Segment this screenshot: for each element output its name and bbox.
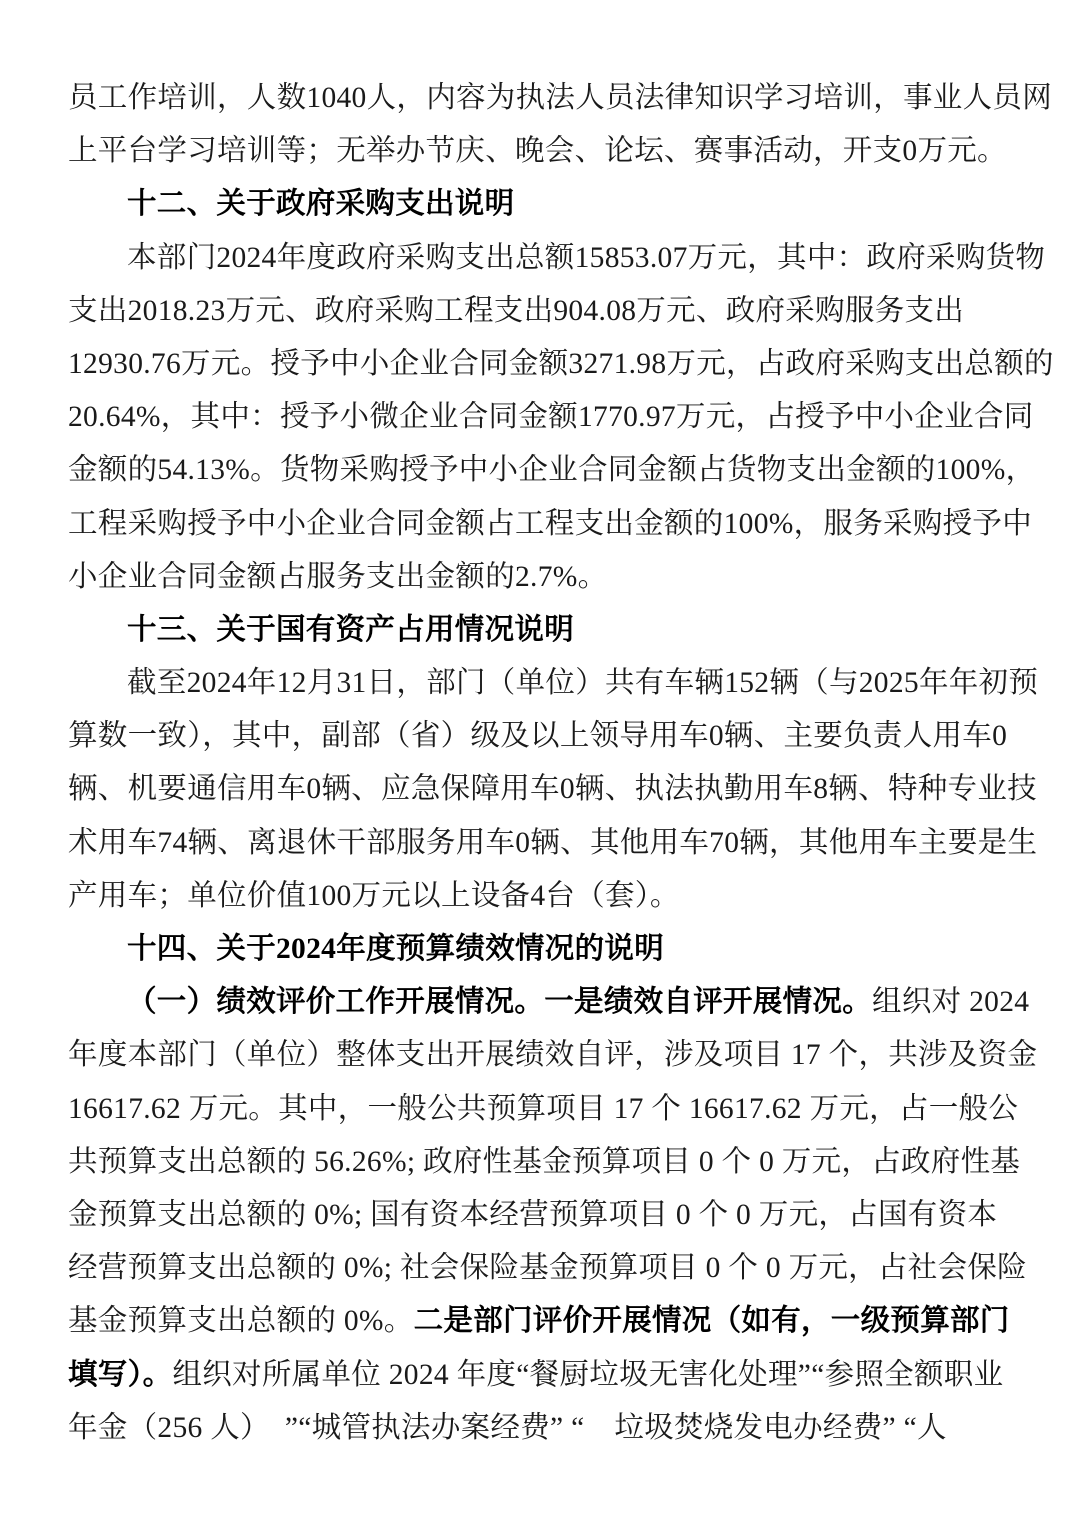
paragraph-line: 工程采购授予中小企业合同金额占工程支出金额的100%，服务采购授予中 bbox=[68, 507, 1033, 540]
paragraph-line: 本部门2024年度政府采购支出总额15853.07万元，其中：政府采购货物 bbox=[127, 241, 1046, 274]
paragraph-line: 产用车；单位价值100万元以上设备4台（套）。 bbox=[68, 879, 680, 912]
paragraph-line: 上平台学习培训等；无举办节庆、晚会、论坛、赛事活动，开支0万元。 bbox=[68, 135, 1007, 168]
paragraph-line: 金预算支出总额的 0%; 国有资本经营预算项目 0 个 0 万元，占国有资本 bbox=[68, 1198, 998, 1231]
section-14-heading: 十四、关于2024年度预算绩效情况的说明 bbox=[127, 933, 664, 965]
paragraph-line: 年度本部门（单位）整体支出开展绩效自评，涉及项目 17 个，共涉及资金 bbox=[68, 1039, 1038, 1072]
bold-run: 二是部门评价开展情况（如有，一级预算部门 bbox=[413, 1305, 1010, 1338]
paragraph-line: 20.64%，其中：授予小微企业合同金额1770.97万元，占授予中小企业合同 bbox=[68, 401, 1034, 434]
paragraph-line: 16617.62 万元。其中，一般公共预算项目 17 个 16617.62 万元，占一般公 bbox=[68, 1092, 1019, 1125]
bold-run: （一）绩效评价工作开展情况。一是绩效自评开展情况。 bbox=[127, 986, 873, 1019]
paragraph-line bbox=[68, 976, 1030, 1029]
section-13-heading: 十三、关于国有资产占用情况说明 bbox=[127, 613, 575, 646]
paragraph-line: 共预算支出总额的 56.26%; 政府性基金预算项目 0 个 0 万元，占政府性基 bbox=[68, 1145, 1021, 1178]
paragraph-line: 年金（256 人） ”“城管执法办案经费” “ 垃圾焚烧发电办经费” “人 bbox=[68, 1411, 947, 1444]
text-run: 基金预算支出总额的 0%。 bbox=[68, 1305, 414, 1338]
section-12-heading: 十二、关于政府采购支出说明 bbox=[127, 188, 515, 221]
paragraph-line: 员工作培训，人数1040人，内容为执法人员法律知识学习培训，事业人员网 bbox=[68, 82, 1053, 114]
paragraph-line: 小企业合同金额占服务支出金额的2.7%。 bbox=[68, 560, 608, 593]
paragraph-line: 经营预算支出总额的 0%; 社会保险基金预算项目 0 个 0 万元，占社会保险 bbox=[68, 1252, 1027, 1285]
text-run: 组织对 2024 bbox=[872, 986, 1030, 1019]
bold-run: 填写）。 bbox=[68, 1358, 173, 1391]
paragraph-line bbox=[68, 1349, 1010, 1402]
paragraph-line bbox=[68, 1295, 1010, 1348]
text-run: 组织对所属单位 2024 年度“餐厨垃圾无害化处理”“参照全额职业 bbox=[172, 1358, 1004, 1391]
paragraph-line: 术用车74辆、离退休干部服务用车0辆、其他用车70辆，其他用车主要是生 bbox=[68, 826, 1038, 859]
paragraph-line: 12930.76万元。授予中小企业合同金额3271.98万元，占政府采购支出总额的 bbox=[68, 347, 1054, 380]
paragraph-line: 金额的54.13%。货物采购授予中小企业合同金额占货物支出金额的100%， bbox=[68, 454, 1036, 487]
paragraph-line: 截至2024年12月31日，部门（单位）共有车辆152辆（与2025年年初预 bbox=[127, 667, 1039, 700]
paragraph-line: 辆、机要通信用车0辆、应急保障用车0辆、执法执勤用车8辆、特种专业技 bbox=[68, 773, 1037, 806]
paragraph-line: 算数一致），其中，副部（省）级及以上领导用车0辆、主要负责人用车0 bbox=[68, 720, 1008, 753]
paragraph-line: 支出2018.23万元、政府采购工程支出904.08万元、政府采购服务支出 bbox=[68, 294, 965, 327]
